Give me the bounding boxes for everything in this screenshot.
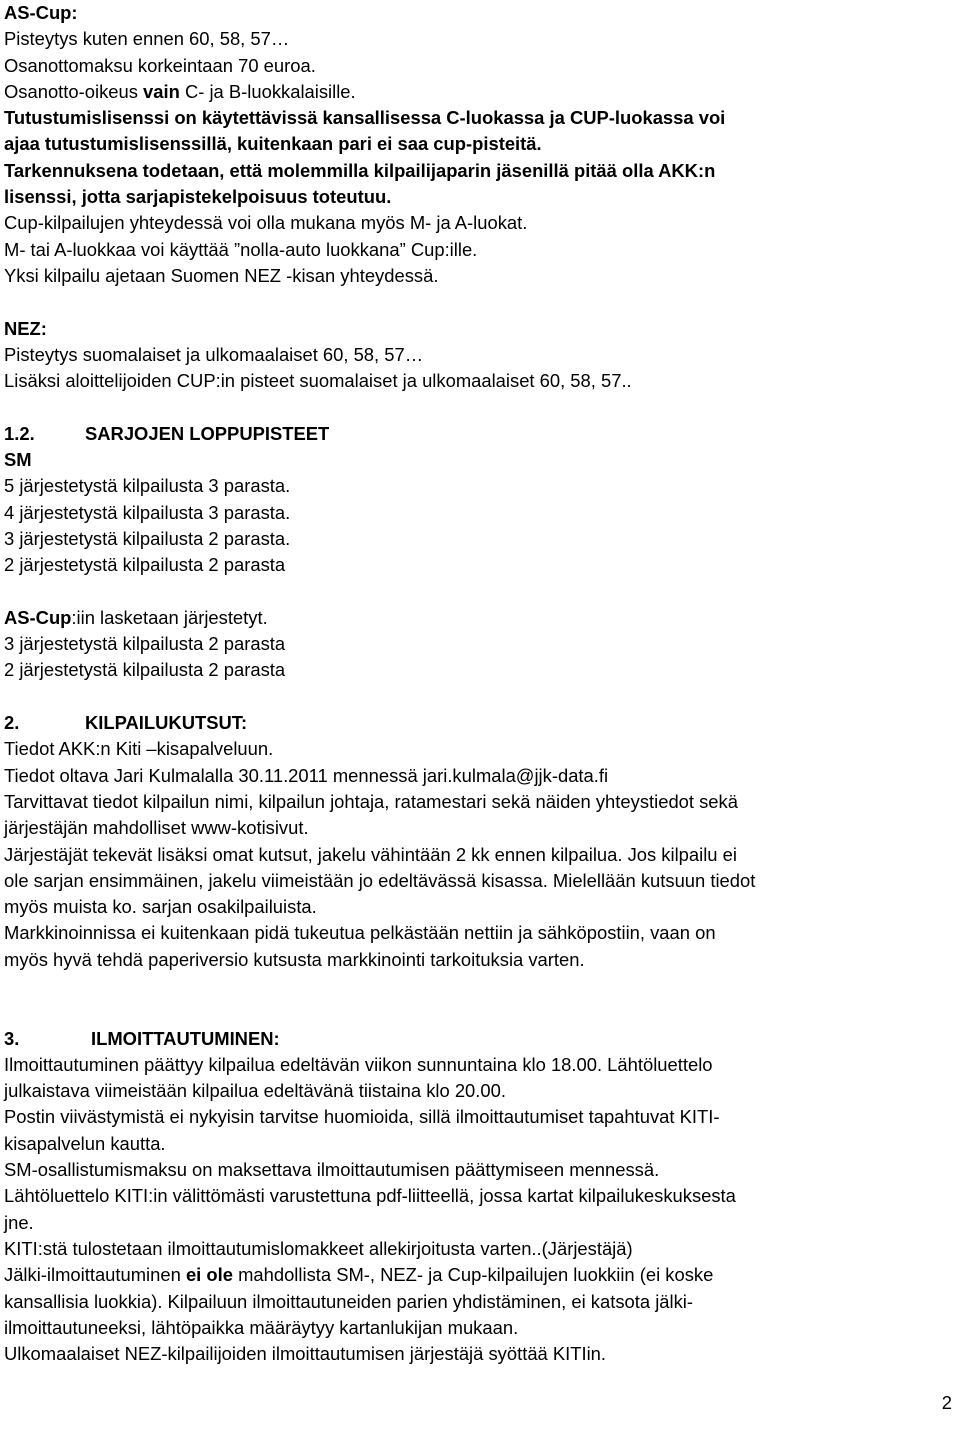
section-title: KILPAILUKUTSUT: xyxy=(85,712,248,734)
document-page xyxy=(4,0,954,1367)
eligibility-text-bold: vain xyxy=(143,80,180,102)
invitation-line: Tiedot AKK:n Kiti –kisapalveluun. xyxy=(4,738,274,760)
registration-line: SM-osallistumismaksu on maksettava ilmoittautumisen päättymiseen mennessä. xyxy=(4,1159,660,1181)
invitation-line: järjestäjän mahdolliset www-kotisivut. xyxy=(4,817,309,839)
ascup-count-heading xyxy=(4,605,954,631)
spacer xyxy=(4,973,954,999)
spacer xyxy=(4,394,954,420)
as-cup-license-note-3: Tarkennuksena todetaan, että molemmilla kilpailijaparin jäsenillä pitää olla AKK:n xyxy=(4,159,716,181)
invitation-line: Tiedot oltava Jari Kulmalalla 30.11.2011 mennessä jari.kulmala@jjk-data.fi xyxy=(4,764,609,786)
invitation-line: Tarvittavat tiedot kilpailun nimi, kilpailun johtaja, ratamestari sekä näiden yhteystiedot sekä xyxy=(4,790,738,812)
section-1-2-heading xyxy=(4,421,954,447)
section-2-heading xyxy=(4,710,954,736)
section-title: SARJOJEN LOPPUPISTEET xyxy=(85,422,330,444)
registration-line: KITI:stä tulostetaan ilmoittautumislomakkeet allekirjoitusta varten..(Järjestäjä) xyxy=(4,1237,633,1259)
nez-beginners-scoring: Lisäksi aloittelijoiden CUP:in pisteet suomalaiset ja ulkomaalaiset 60, 58, 57.. xyxy=(4,370,632,392)
late-post: mahdollista SM-, NEZ- ja Cup-kilpailujen luokkiin (ei koske xyxy=(232,1264,714,1286)
registration-line: Ilmoittautuminen päättyy kilpailua edeltävän viikon sunnuntaina klo 18.00. Lähtöluettelo xyxy=(4,1053,713,1075)
eligibility-text-post: C- ja B-luokkalaisille. xyxy=(179,80,356,102)
invitation-line: myös muista ko. sarjan osakilpailuista. xyxy=(4,896,317,918)
spacer xyxy=(4,289,954,315)
registration-line: kansallisia luokkia). Kilpailuun ilmoittautuneiden parien yhdistäminen, ei katsota jälki- xyxy=(4,1290,693,1312)
section-number: 3. xyxy=(4,1027,20,1049)
registration-line: ilmoittautuneeksi, lähtöpaikka määräytyy kartanlukijan mukaan. xyxy=(4,1316,519,1338)
as-cup-classes-note: Cup-kilpailujen yhteydessä voi olla mukana myös M- ja A-luokat. xyxy=(4,212,528,234)
spacer xyxy=(4,999,954,1025)
late-pre: Jälki-ilmoittautuminen xyxy=(4,1264,186,1286)
section-number: 2. xyxy=(4,712,20,734)
section-title: ILMOITTAUTUMINEN: xyxy=(91,1027,280,1049)
sm-rule: 2 järjestetystä kilpailusta 2 parasta xyxy=(4,554,286,576)
registration-line: kisapalvelun kautta. xyxy=(4,1132,166,1154)
registration-line: Ulkomaalaiset NEZ-kilpailijoiden ilmoittautumisen järjestäjä syöttää KITIin. xyxy=(4,1343,607,1365)
sm-heading: SM xyxy=(4,449,32,471)
invitation-line: myös hyvä tehdä paperiversio kutsusta markkinointi tarkoituksia varten. xyxy=(4,948,585,970)
section-3-heading xyxy=(4,1026,954,1052)
registration-line: Postin viivästymistä ei nykyisin tarvitse huomioida, sillä ilmoittautumiset tapahtuvat KITI- xyxy=(4,1106,720,1128)
as-cup-eligibility xyxy=(4,79,954,105)
invitation-line: Järjestäjät tekevät lisäksi omat kutsut, jakelu vähintään 2 kk ennen kilpailua. Jos kilpailu ei xyxy=(4,843,737,865)
as-cup-nez-note: Yksi kilpailu ajetaan Suomen NEZ -kisan yhteydessä. xyxy=(4,264,439,286)
as-cup-license-note-1: Tutustumislisenssi on käytettävissä kansallisessa C-luokassa ja CUP-luokassa voi xyxy=(4,107,726,129)
sm-rule: 3 järjestetystä kilpailusta 2 parasta. xyxy=(4,527,291,549)
registration-line: jne. xyxy=(4,1211,34,1233)
as-cup-license-note-4: lisenssi, jotta sarjapistekelpoisuus toteutuu. xyxy=(4,186,392,208)
ascup-bold-label: AS-Cup xyxy=(4,606,72,628)
sm-rule: 4 järjestetystä kilpailusta 3 parasta. xyxy=(4,501,291,523)
ascup-rule: 3 järjestetystä kilpailusta 2 parasta xyxy=(4,633,286,655)
ascup-label-rest: :iin lasketaan järjestetyt. xyxy=(71,606,268,628)
registration-line: julkaistava viimeistään kilpailua edeltävänä tiistaina klo 20.00. xyxy=(4,1080,506,1102)
late-bold: ei ole xyxy=(185,1264,233,1286)
as-cup-zero-car-note: M- tai A-luokkaa voi käyttää ”nolla-auto luokkana” Cup:ille. xyxy=(4,238,478,260)
spacer xyxy=(4,579,954,605)
as-cup-heading: AS-Cup: xyxy=(4,2,78,23)
invitation-line: Markkinoinnissa ei kuitenkaan pidä tukeutua pelkästään nettiin ja sähköpostiin, vaan on xyxy=(4,922,716,944)
as-cup-fee: Osanottomaksu korkeintaan 70 euroa. xyxy=(4,54,316,76)
section-number: 1.2. xyxy=(4,422,35,444)
nez-heading: NEZ: xyxy=(4,317,47,339)
page-number: 2 xyxy=(941,1392,952,1413)
registration-line: Lähtöluettelo KITI:in välittömästi varustettuna pdf-liitteellä, jossa kartat kilpailukeskuksesta xyxy=(4,1185,736,1207)
sm-rule: 5 järjestetystä kilpailusta 3 parasta. xyxy=(4,475,291,497)
as-cup-license-note-2: ajaa tutustumislisenssillä, kuitenkaan pari ei saa cup-pisteitä. xyxy=(4,133,542,155)
nez-scoring: Pisteytys suomalaiset ja ulkomaalaiset 60, 58, 57… xyxy=(4,343,424,365)
invitation-line: ole sarjan ensimmäinen, jakelu viimeistään jo edeltävässä kisassa. Mielellään kutsuun tiedot xyxy=(4,869,756,891)
spacer xyxy=(4,684,954,710)
late-registration-line xyxy=(4,1262,954,1288)
eligibility-text-pre: Osanotto-oikeus xyxy=(4,80,144,102)
ascup-rule: 2 järjestetystä kilpailusta 2 parasta xyxy=(4,659,286,681)
as-cup-scoring: Pisteytys kuten ennen 60, 58, 57… xyxy=(4,28,290,50)
